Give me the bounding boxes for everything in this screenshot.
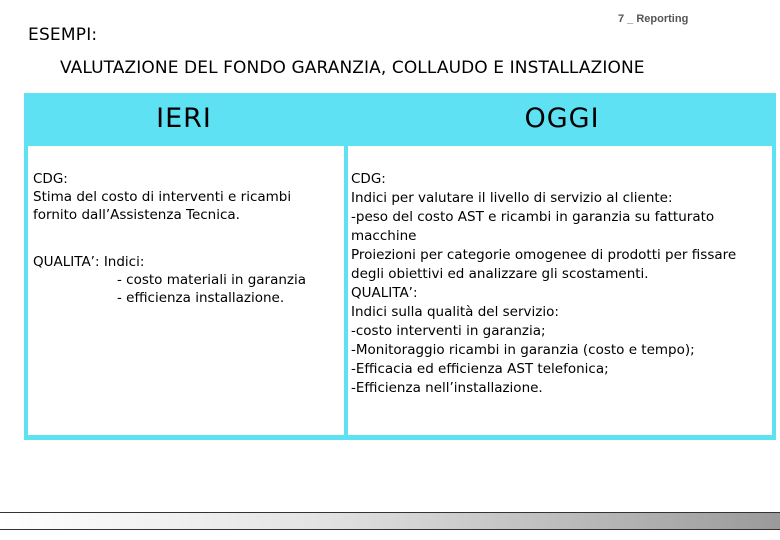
qualita-line (33, 253, 344, 271)
cell-ieri (28, 146, 344, 435)
oggi-line: -Efficacia ed efficienza AST telefonica; (351, 361, 609, 377)
oggi-line: Indici sulla qualità del servizio: (351, 304, 559, 320)
section-tag: 7 _ Reporting (618, 13, 689, 25)
header-oggi: OGGI (524, 102, 600, 134)
comparison-table (24, 93, 776, 440)
qualita-item: - costo materiali in garanzia (117, 272, 307, 288)
page-subtitle: VALUTAZIONE DEL FONDO GARANZIA, COLLAUDO E INSTALLAZIONE (60, 58, 645, 78)
cdg-label: CDG: (351, 171, 386, 187)
header-ieri: IERI (156, 102, 212, 134)
oggi-line: -costo interventi in garanzia; (351, 323, 546, 339)
qualita-item: - efficienza installazione. (117, 290, 285, 306)
footer-gradient-bar (0, 512, 780, 530)
qualita-intro: Indici: (99, 254, 145, 270)
oggi-line: Proiezioni per categorie omogenee di prodotti per fissare (351, 247, 737, 263)
oggi-line: macchine (351, 228, 417, 244)
page-title: ESEMPI: (28, 25, 98, 45)
cdg-text: fornito dall’Assistenza Tecnica. (33, 207, 240, 223)
cdg-label: CDG: (33, 171, 68, 187)
oggi-line: Indici per valutare il livello di servizio al cliente: (351, 190, 673, 206)
cell-oggi (348, 146, 772, 435)
oggi-line: -Monitoraggio ricambi in garanzia (costo e tempo); (351, 342, 695, 358)
qualita-label: QUALITA’: (33, 254, 100, 270)
oggi-line: degli obiettivi ed analizzare gli scostamenti. (351, 266, 649, 282)
oggi-line: -peso del costo AST e ricambi in garanzia su fatturato (351, 209, 715, 225)
qualita-label: QUALITA’: (351, 285, 418, 301)
oggi-line: -Efficienza nell’installazione. (351, 380, 543, 396)
cdg-text: Stima del costo di interventi e ricambi (33, 189, 292, 205)
